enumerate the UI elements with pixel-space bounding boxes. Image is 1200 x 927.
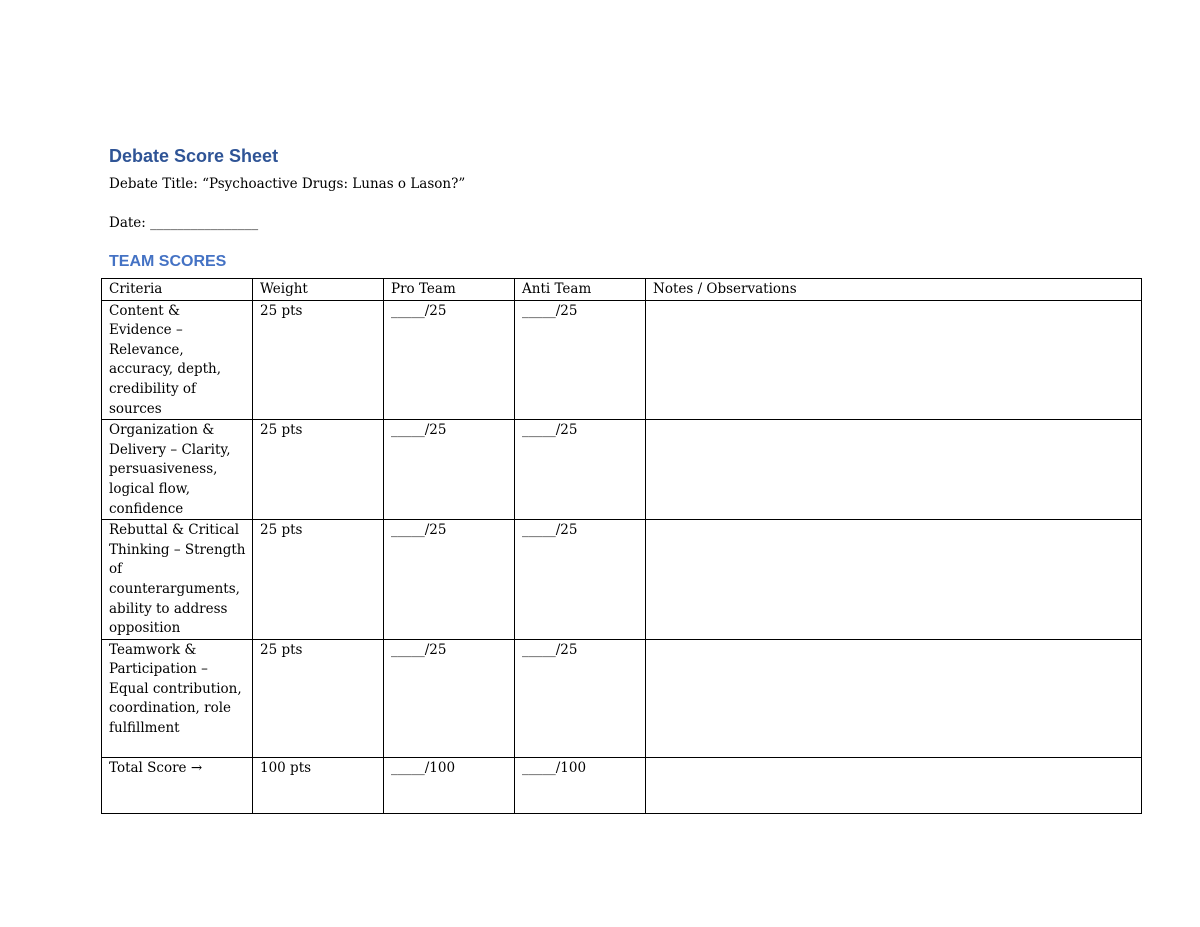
table-header-row [102, 279, 1142, 301]
team-scores-heading: TEAM SCORES [109, 253, 227, 270]
anti-score-cell[interactable]: _____/25 [515, 520, 646, 640]
pro-score-cell[interactable]: _____/25 [384, 300, 515, 420]
header-weight: Weight [253, 279, 384, 301]
anti-total-cell[interactable]: _____/100 [515, 757, 646, 813]
document-title: Debate Score Sheet [109, 146, 279, 166]
criteria-cell: Content & Evidence – Relevance, accuracy, depth, credibility of sources [102, 300, 253, 420]
header-criteria: Criteria [102, 279, 253, 301]
pro-total-cell[interactable]: _____/100 [384, 757, 515, 813]
pro-score-cell[interactable]: _____/25 [384, 639, 515, 757]
pro-score-cell[interactable]: _____/25 [384, 520, 515, 640]
total-weight-cell: 100 pts [253, 757, 384, 813]
total-label-cell: Total Score → [102, 757, 253, 813]
date-line: Date: ________________ [109, 215, 259, 231]
score-table [101, 278, 1142, 814]
notes-cell[interactable] [646, 757, 1142, 813]
criteria-cell: Organization & Delivery – Clarity, persuasiveness, logical flow, confidence [102, 420, 253, 520]
weight-cell: 25 pts [253, 639, 384, 757]
header-anti-team: Anti Team [515, 279, 646, 301]
header-notes: Notes / Observations [646, 279, 1142, 301]
notes-cell[interactable] [646, 639, 1142, 757]
table-row [102, 300, 1142, 420]
anti-score-cell[interactable]: _____/25 [515, 420, 646, 520]
anti-score-cell[interactable]: _____/25 [515, 300, 646, 420]
table-row [102, 639, 1142, 757]
weight-cell: 25 pts [253, 520, 384, 640]
total-row [102, 757, 1142, 813]
debate-title-line: Debate Title: “Psychoactive Drugs: Lunas o Lason?” [109, 176, 466, 192]
weight-cell: 25 pts [253, 420, 384, 520]
pro-score-cell[interactable]: _____/25 [384, 420, 515, 520]
anti-score-cell[interactable]: _____/25 [515, 639, 646, 757]
criteria-cell: Teamwork & Participation – Equal contribution, coordination, role fulfillment [102, 639, 253, 757]
table-row [102, 520, 1142, 640]
criteria-cell: Rebuttal & Critical Thinking – Strength of counterarguments, ability to address opposition [102, 520, 253, 640]
notes-cell[interactable] [646, 300, 1142, 420]
weight-cell: 25 pts [253, 300, 384, 420]
notes-cell[interactable] [646, 420, 1142, 520]
header-pro-team: Pro Team [384, 279, 515, 301]
notes-cell[interactable] [646, 520, 1142, 640]
table-row [102, 420, 1142, 520]
